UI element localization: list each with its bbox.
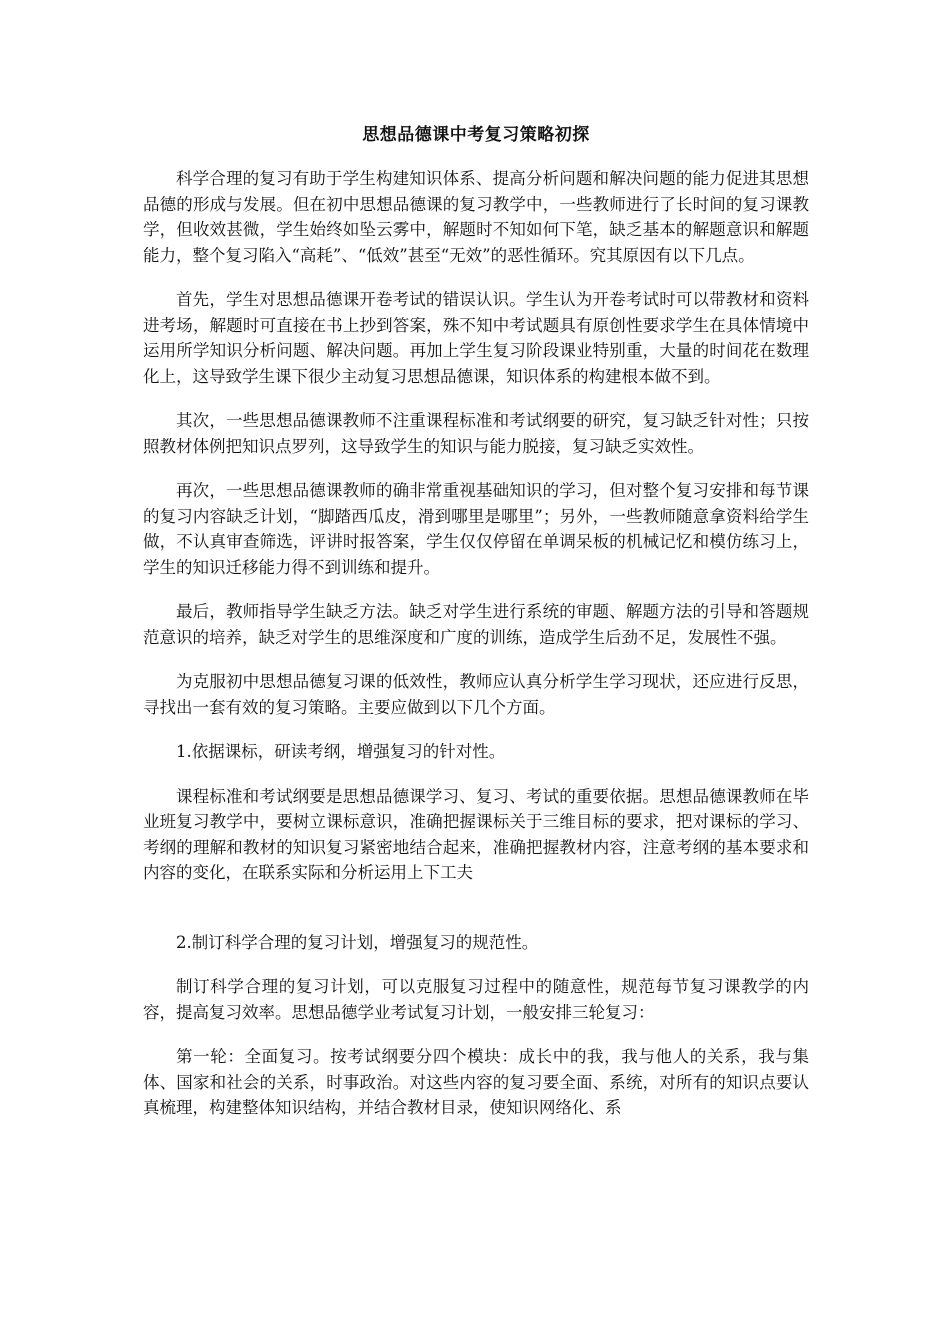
paragraph-second-reason: 其次，一些思想品德课教师不注重课程标准和考试纲要的研究，复习缺乏针对性；只按照教材体例把知识点罗列，这导致学生的知识与能力脱接，复习缺乏实效性。 [143,411,809,456]
paragraph-section-1: 课程标准和考试纲要是思想品德课学习、复习、考试的重要依据。思想品德课教师在毕业班复习教学中，要树立课标意识，准确把握课标关于三维目标的要求，把对课标的学习、考纲的理解和教材的知识复习紧密地结合起来，准确把握教材内容，注意考纲的基本要求和内容的变化，在联系实际和分析运用上下工夫 [143,786,809,882]
paragraph-first-reason: 首先，学生对思想品德课开卷考试的错误认识。学生认为开卷考试时可以带教材和资料进考场，解题时可直接在书上抄到答案，殊不知中考试题具有原创性要求学生在具体情境中运用所学知识分析问题、解决问题。再加上学生复习阶段课业特别重，大量的时间花在数理化上，这导致学生课下很少主动复习思想品德课，知识体系的构建根本做不到。 [143,290,809,386]
paragraph-first-round: 第一轮：全面复习。按考试纲要分四个模块：成长中的我，我与他人的关系，我与集体、国家和社会的关系，时事政治。对这些内容的复习要全面、系统，对所有的知识点要认真梳理，构建整体知识结构，并结合教材目录，使知识网络化、系 [143,1047,809,1117]
section-heading-1: 1.依据课标，研读考纲，增强复习的针对性。 [176,742,506,761]
document-page [143,122,809,1140]
section-heading-2: 2.制订科学合理的复习计划，增强复习的规范性。 [176,932,539,952]
paragraph-intro: 科学合理的复习有助于学生构建知识体系、提高分析问题和解决问题的能力促进其思想品德的形成与发展。但在初中思想品德课的复习教学中，一些教师进行了长时间的复习课教学，但收效甚微，学生始终如坠云雾中，解题时不知如何下笔，缺乏基本的解题意识和解题能力，整个复习陷入“高耗”、“低效”甚至“无效”的恶性循环。究其原因有以下几点。 [143,169,809,265]
paragraph-strategy-intro: 为克服初中思想品德复习课的低效性，教师应认真分析学生学习现状，还应进行反思，寻找出一套有效的复习策略。主要应做到以下几个方面。 [143,672,809,717]
document-title: 思想品德课中考复习策略初探 [362,125,590,145]
paragraph-section-2: 制订科学合理的复习计划，可以克服复习过程中的随意性，规范每节复习课教学的内容，提高复习效率。思想品德学业考试复习计划，一般安排三轮复习： [143,977,809,1022]
paragraph-last-reason: 最后，教师指导学生缺乏方法。缺乏对学生进行系统的审题、解题方法的引导和答题规范意识的培养，缺乏对学生的思维深度和广度的训练，造成学生后劲不足，发展性不强。 [143,602,809,647]
paragraph-third-reason: 再次，一些思想品德课教师的确非常重视基础知识的学习，但对整个复习安排和每节课的复习内容缺乏计划，“脚踏西瓜皮，滑到哪里是哪里”；另外，一些教师随意拿资料给学生做，不认真审查筛选，评讲时报答案，学生仅仅停留在单调呆板的机械记忆和模仿练习上，学生的知识迁移能力得不到训练和提升。 [143,481,809,577]
